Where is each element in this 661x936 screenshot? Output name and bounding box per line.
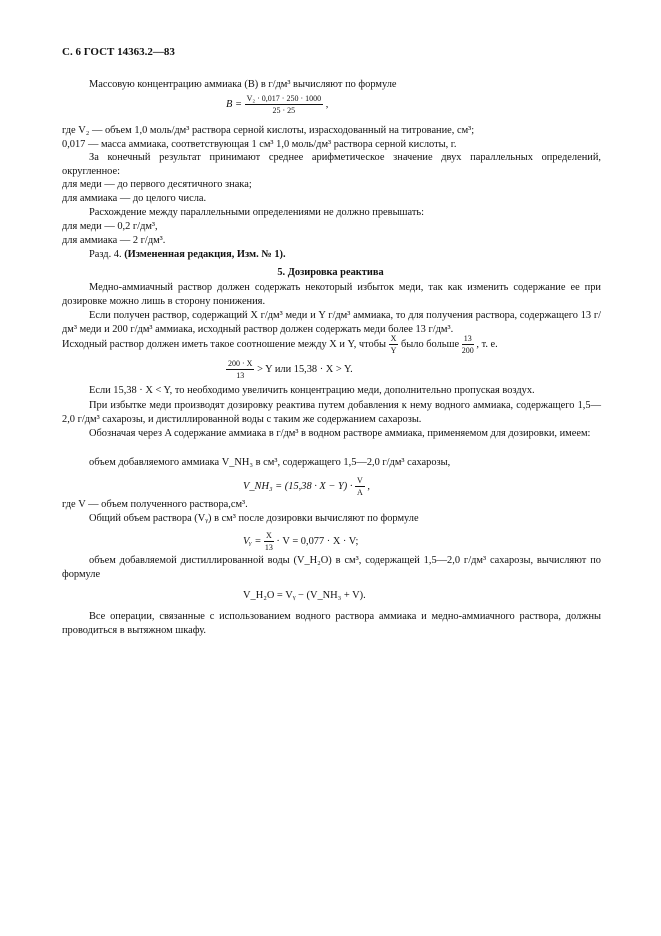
section-5-paragraph-4: Если 15,38 · X < Y, то необходимо увеличить концентрацию меди, дополнительно пропуская воздух. [89,385,535,396]
ratio-fraction-13-200 [462,333,474,356]
formula-vy-tail: · V = 0,077 · X · V; [276,535,359,547]
paragraph-discrepancy: Расхождение между параллельными определениями не должно превышать: [89,207,425,218]
paragraph-mass-concentration: Массовую концентрацию аммиака (В) в г/дм³ вычисляют по формуле [89,79,397,90]
ratio-text-middle: было больше [401,338,460,350]
section-5-paragraph-2: Если получен раствор, содержащий X г/дм³ меди и Y г/дм³ аммиака, то для получения раствора, содержащего 13 г/дм³ меди и 200 г/дм³ аммиака, исходный раствор должен содержать меди более 13 г/дм³. [62,310,601,335]
formula-B-lhs: B = [226,98,242,110]
ratio-text-before: Исходный раствор должен иметь такое соотношение между X и Y, чтобы [62,338,387,350]
inequality-denominator: 13 [236,371,245,380]
rounding-ammonia: для аммиака — до целого числа. [62,193,207,204]
formula-B-tail: , [325,98,329,110]
section-5-paragraph-1: Медно-аммиачный раствор должен содержать некоторый избыток меди, так как изменить содержание ее при дозировке можно лишь в сторону понижения. [62,282,601,307]
inequality-fraction [226,358,254,381]
inequality-numerator: 200 · X [228,359,253,368]
formula-B-fraction [245,93,324,116]
where-line-v2: где V₂ — объем 1,0 моль/дм³ раствора серной кислоты, израсходованный на титрование, см³; [62,125,475,136]
page-header: С. 6 ГОСТ 14363.2—83 [62,46,175,58]
formula-B [226,93,328,116]
formula-vnh3-tail: , [367,480,371,492]
final-note: Все операции, связанные с использованием водного раствора аммиака и медно-аммиачного раствора, должны проводиться в вытяжном шкафу. [62,611,601,636]
total-volume-line: Общий объем раствора (Vᵧ) в см³ после дозировки вычисляют по формуле [89,513,419,524]
formula-vnh3-denominator: A [357,488,363,497]
section-5-title: 5. Дозировка реактива [277,267,384,278]
formula-B-numerator: V₂ · 0,017 · 250 · 1000 [246,94,322,103]
formula-vnh3 [243,475,370,498]
rounding-copper: для меди — до первого десятичного знака; [62,179,252,190]
formula-vy-denominator: 13 [264,543,273,552]
formula-vnh3-numerator: V [357,476,363,485]
where-v-line: где V — объем полученного раствора,см³. [62,499,248,510]
formula-vnh3-lhs: V_NH₃ = (15,38 · X − Y) · [243,480,353,492]
discrepancy-ammonia: для аммиака — 2 г/дм³. [62,235,166,246]
inequality-rest: > Y или 15,38 · X > Y. [257,363,353,375]
formula-vy [243,530,358,553]
ratio-x: X [390,334,397,343]
formula-vy-fraction [264,530,274,553]
ammonia-volume-line: объем добавляемого аммиака V_NH₃ в см³, содержащего 1,5—2,0 г/дм³ сахарозы, [89,457,451,468]
paragraph-final-result: За конечный результат принимают среднее арифметическое значение двух параллельных определений, округленное: [62,152,601,177]
ratio-13: 13 [463,334,472,343]
amendment-prefix: Разд. 4. [89,249,122,260]
formula-vnh3-fraction [355,475,365,498]
formula-vy-numerator: X [265,531,272,540]
amendment-note [89,249,286,260]
section-5-paragraph-3 [62,333,498,356]
amendment-bold: (Измененная редакция, Изм. № 1). [124,249,286,260]
where-line-0017: 0,017 — масса аммиака, соответствующая 1 см³ 1,0 моль/дм³ раствора серной кислоты, г. [62,139,457,150]
formula-vh2o: V_H₂O = Vᵧ − (V_NH₃ + V). [243,590,366,601]
discrepancy-copper: для меди — 0,2 г/дм³, [62,221,158,232]
inequality-formula [226,358,353,381]
ratio-y: Y [390,346,397,355]
formula-B-denominator: 25 · 25 [272,106,296,115]
formula-vy-lhs: Vᵧ = [243,535,262,547]
water-volume-paragraph: объем добавляемой дистиллированной воды (V_H₂O) в см³, содержащей 1,5—2,0 г/дм³ сахарозы, вычисляют по формуле [62,555,601,580]
section-5-paragraph-6: Обозначая через A содержание аммиака в г/дм³ в водном растворе аммиака, применяемом для дозировки, имеем: [89,428,591,439]
ratio-text-after: , т. е. [476,338,498,350]
ratio-fraction-xy [389,333,399,356]
section-5-paragraph-5: При избытке меди производят дозировку реактива путем добавления к нему водного аммиака, содержащего 1,5—2,0 г/дм³ сахарозы, и дистиллированной воды с таким же содержанием сахарозы. [62,400,601,425]
ratio-200: 200 [461,346,474,355]
